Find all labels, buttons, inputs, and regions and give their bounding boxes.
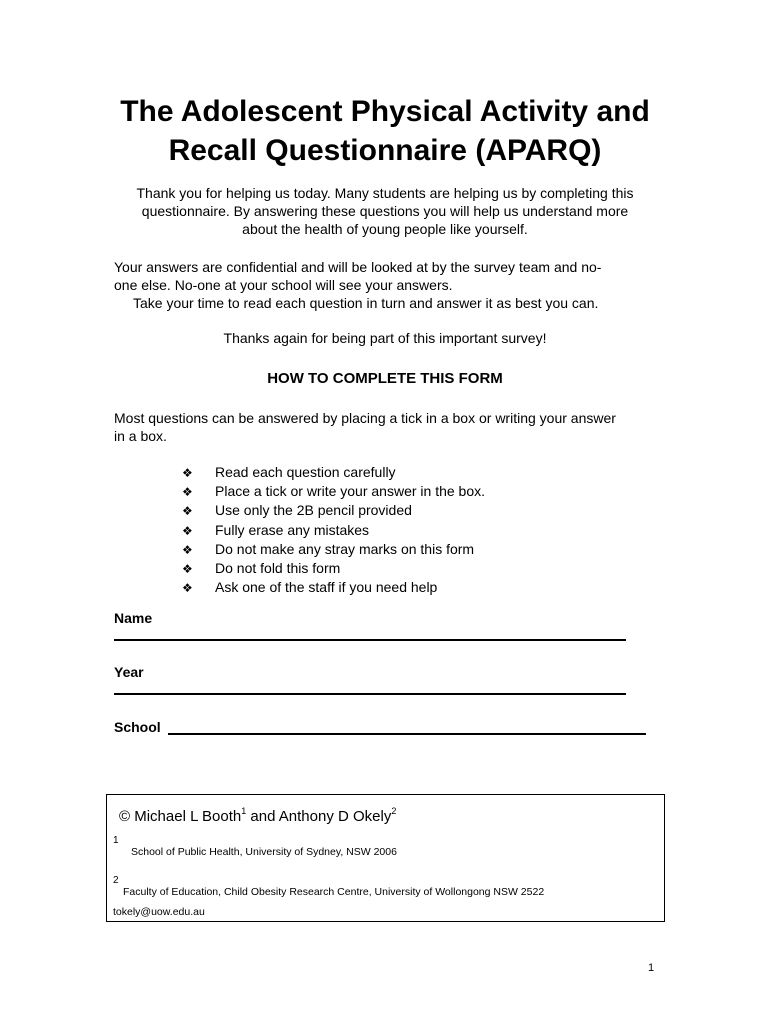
instruction-text: Do not make any stray marks on this form bbox=[215, 540, 475, 557]
copyright-line bbox=[119, 801, 396, 827]
list-item bbox=[182, 482, 485, 501]
list-item bbox=[182, 463, 485, 482]
name-input-line[interactable] bbox=[114, 639, 626, 641]
intro-line-3: about the health of young people like yourself. bbox=[242, 221, 528, 237]
confidential-line-3: Take your time to read each question in turn and answer it as best you can. bbox=[133, 295, 599, 311]
contact-email[interactable]: tokely@uow.edu.au bbox=[113, 906, 205, 918]
instruction-text: Read each question carefully bbox=[215, 464, 396, 480]
list-item bbox=[182, 540, 485, 559]
instruction-text: Ask one of the staff if you need help bbox=[215, 579, 438, 596]
diamond-bullet-icon: ❖ bbox=[182, 523, 193, 538]
copyright-author-1: © Michael L Booth bbox=[119, 808, 242, 825]
list-item bbox=[182, 559, 485, 578]
superscript-2: 2 bbox=[391, 806, 397, 816]
intro-paragraph bbox=[95, 184, 675, 238]
instruction-text: Fully erase any mistakes bbox=[215, 521, 370, 538]
diamond-bullet-icon: ❖ bbox=[182, 542, 193, 557]
diamond-bullet-icon: ❖ bbox=[182, 562, 193, 577]
diamond-bullet-icon: ❖ bbox=[182, 466, 193, 480]
title-line-2: Recall Questionnaire (APARQ) bbox=[168, 134, 602, 167]
confidential-line-2: one else. No-one at your school will see your answers. bbox=[114, 277, 453, 293]
how-to-intro-line-2: in a box. bbox=[114, 428, 167, 444]
instruction-text: Use only the 2B pencil provided bbox=[215, 502, 412, 519]
title-line-1: The Adolescent Physical Activity and bbox=[120, 95, 650, 128]
intro-line-1: Thank you for helping us today. Many students are helping us by completing this bbox=[136, 185, 634, 201]
year-input-line[interactable] bbox=[114, 693, 626, 695]
school-input-line[interactable] bbox=[168, 733, 646, 735]
school-label: School bbox=[114, 719, 161, 735]
year-label: Year bbox=[114, 664, 144, 680]
confidentiality-paragraph bbox=[114, 258, 674, 312]
page-number: 1 bbox=[648, 962, 655, 974]
how-to-intro bbox=[114, 409, 674, 445]
list-item bbox=[182, 501, 485, 520]
intro-line-2: questionnaire. By answering these questions you will help us understand more bbox=[141, 203, 629, 219]
instruction-text: Place a tick or write your answer in the box. bbox=[215, 483, 486, 500]
footnote-2-mark: 2 bbox=[113, 875, 119, 886]
copyright-box bbox=[106, 794, 665, 922]
thanks-text: Thanks again for being part of this important survey! bbox=[223, 330, 547, 346]
instruction-list bbox=[182, 463, 485, 597]
how-to-heading: HOW TO COMPLETE THIS FORM bbox=[267, 370, 503, 387]
footnote-1-text: School of Public Health, University of Sydney, NSW 2006 bbox=[131, 846, 397, 858]
name-label: Name bbox=[114, 610, 153, 626]
footnote-1-mark: 1 bbox=[113, 835, 119, 846]
diamond-bullet-icon: ❖ bbox=[182, 504, 193, 519]
instruction-text: Do not fold this form bbox=[215, 560, 341, 577]
confidential-line-1: Your answers are confidential and will be looked at by the survey team and no- bbox=[114, 259, 602, 275]
page-title bbox=[60, 92, 710, 170]
footnote-2-text: Faculty of Education, Child Obesity Research Centre, University of Wollongong NSW 2522 bbox=[123, 886, 545, 898]
diamond-bullet-icon: ❖ bbox=[182, 485, 193, 500]
list-item bbox=[182, 521, 485, 540]
copyright-author-2: and Anthony D Okely bbox=[246, 808, 392, 825]
list-item bbox=[182, 578, 485, 597]
diamond-bullet-icon: ❖ bbox=[182, 581, 193, 596]
how-to-intro-line-1: Most questions can be answered by placing a tick in a box or writing your answer bbox=[114, 410, 616, 426]
superscript-1: 1 bbox=[241, 806, 247, 816]
